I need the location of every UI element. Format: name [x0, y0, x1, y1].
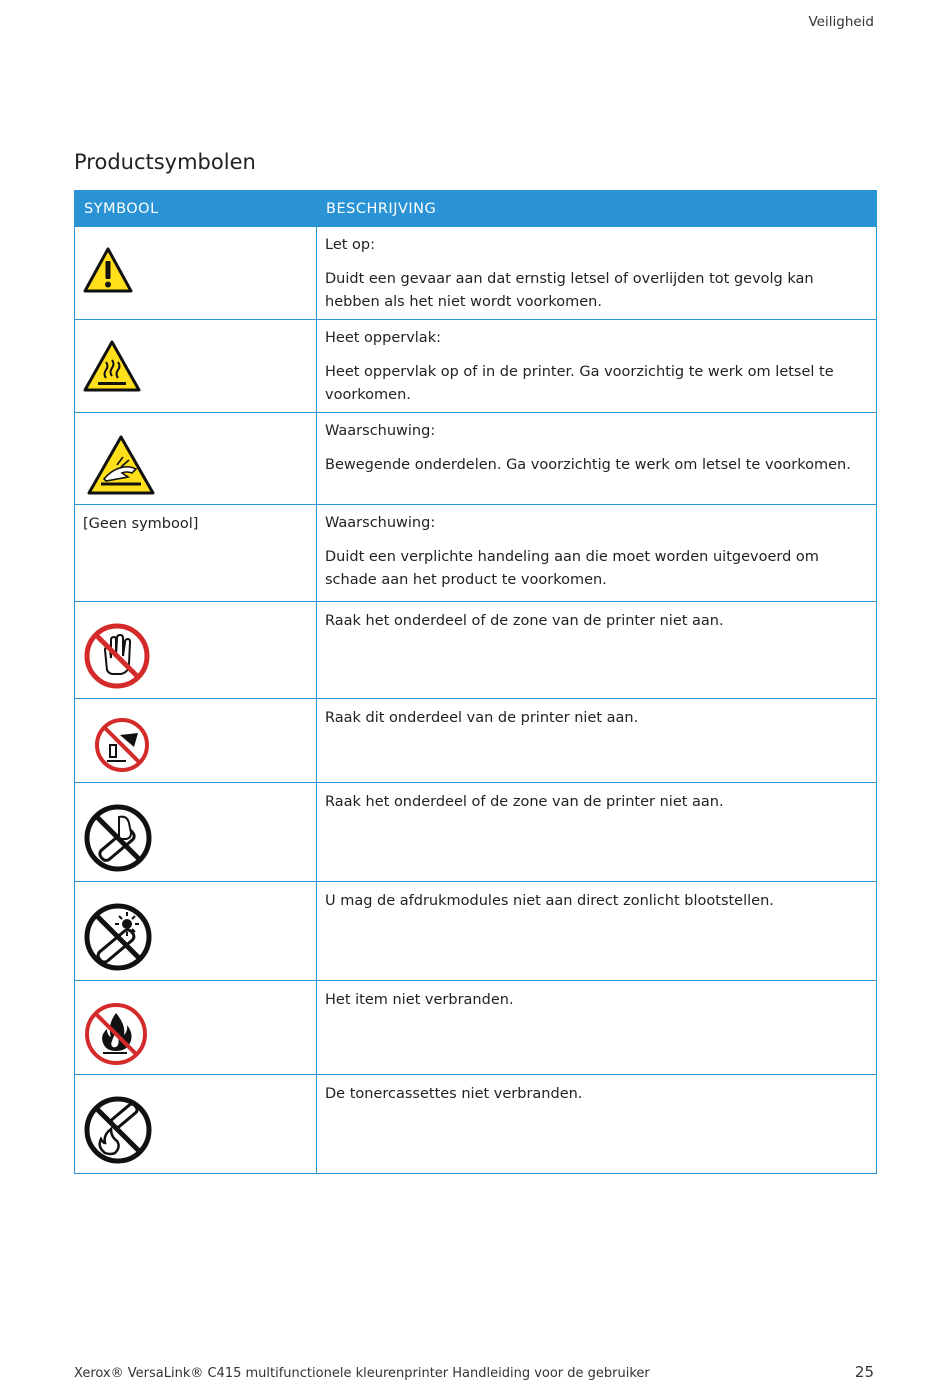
table-header-row	[75, 191, 877, 227]
symbol-cell	[75, 981, 317, 1075]
description-label: Waarschuwing:	[325, 423, 436, 439]
description-cell	[317, 1075, 877, 1174]
symbol-cell	[75, 413, 317, 505]
symbol-cell	[75, 882, 317, 981]
no-touch-hand-icon	[83, 622, 151, 690]
description-label: Heet oppervlak:	[325, 330, 441, 346]
column-header-symbol: SYMBOOL	[75, 191, 317, 227]
symbol-cell	[75, 602, 317, 699]
running-header: Veiligheid	[808, 14, 874, 30]
no-symbol-text: [Geen symbool]	[83, 516, 199, 532]
symbol-cell	[75, 505, 317, 602]
no-touch-drum-icon	[83, 803, 153, 873]
description-text: Duidt een verplichte handeling aan die moet worden uitgevoerd om schade aan het product te voorkomen.	[325, 549, 819, 588]
symbol-cell	[75, 227, 317, 320]
description-text: Duidt een gevaar aan dat ernstig letsel of overlijden tot gevolg kan hebben als het niet wordt voorkomen.	[325, 271, 814, 310]
table-row	[75, 783, 877, 882]
table-row	[75, 1075, 877, 1174]
table-row	[75, 882, 877, 981]
description-text: Heet oppervlak op of in de printer. Ga voorzichtig te werk om letsel te voorkomen.	[325, 364, 834, 403]
no-sunlight-icon	[83, 902, 153, 972]
description-text: Bewegende onderdelen. Ga voorzichtig te werk om letsel te voorkomen.	[325, 457, 851, 473]
hot-surface-icon	[83, 340, 141, 392]
symbol-cell	[75, 699, 317, 783]
table-row	[75, 320, 877, 413]
description-cell	[317, 981, 877, 1075]
description-cell	[317, 505, 877, 602]
page-number: 25	[854, 1363, 874, 1381]
description-text: De tonercassettes niet verbranden.	[325, 1086, 583, 1102]
column-header-description: BESCHRIJVING	[317, 191, 877, 227]
symbols-table	[74, 190, 877, 1174]
description-text: Raak het onderdeel of de zone van de printer niet aan.	[325, 794, 724, 810]
symbol-cell	[75, 320, 317, 413]
description-text: Raak dit onderdeel van de printer niet aan.	[325, 710, 639, 726]
table-row	[75, 505, 877, 602]
no-burn-toner-icon	[83, 1095, 153, 1165]
description-cell	[317, 320, 877, 413]
description-cell	[317, 602, 877, 699]
description-text: Raak het onderdeel of de zone van de printer niet aan.	[325, 613, 724, 629]
table-row	[75, 227, 877, 320]
table-row	[75, 981, 877, 1075]
no-touch-part-icon	[94, 717, 150, 773]
description-label: Waarschuwing:	[325, 515, 436, 531]
description-cell	[317, 882, 877, 981]
table-row	[75, 699, 877, 783]
description-text: Het item niet verbranden.	[325, 992, 514, 1008]
description-cell	[317, 783, 877, 882]
page-title: Productsymbolen	[74, 150, 256, 174]
running-footer: Xerox® VersaLink® C415 multifunctionele kleurenprinter Handleiding voor de gebruiker	[74, 1366, 650, 1381]
warning-triangle-icon	[83, 247, 133, 293]
table-row	[75, 602, 877, 699]
table-row	[75, 413, 877, 505]
description-cell	[317, 413, 877, 505]
description-text: U mag de afdrukmodules niet aan direct zonlicht blootstellen.	[325, 893, 774, 909]
description-label: Let op:	[325, 237, 375, 253]
description-cell	[317, 699, 877, 783]
symbol-cell	[75, 783, 317, 882]
symbol-cell	[75, 1075, 317, 1174]
description-cell	[317, 227, 877, 320]
moving-parts-icon	[87, 435, 155, 495]
no-burn-item-icon	[83, 1001, 149, 1067]
